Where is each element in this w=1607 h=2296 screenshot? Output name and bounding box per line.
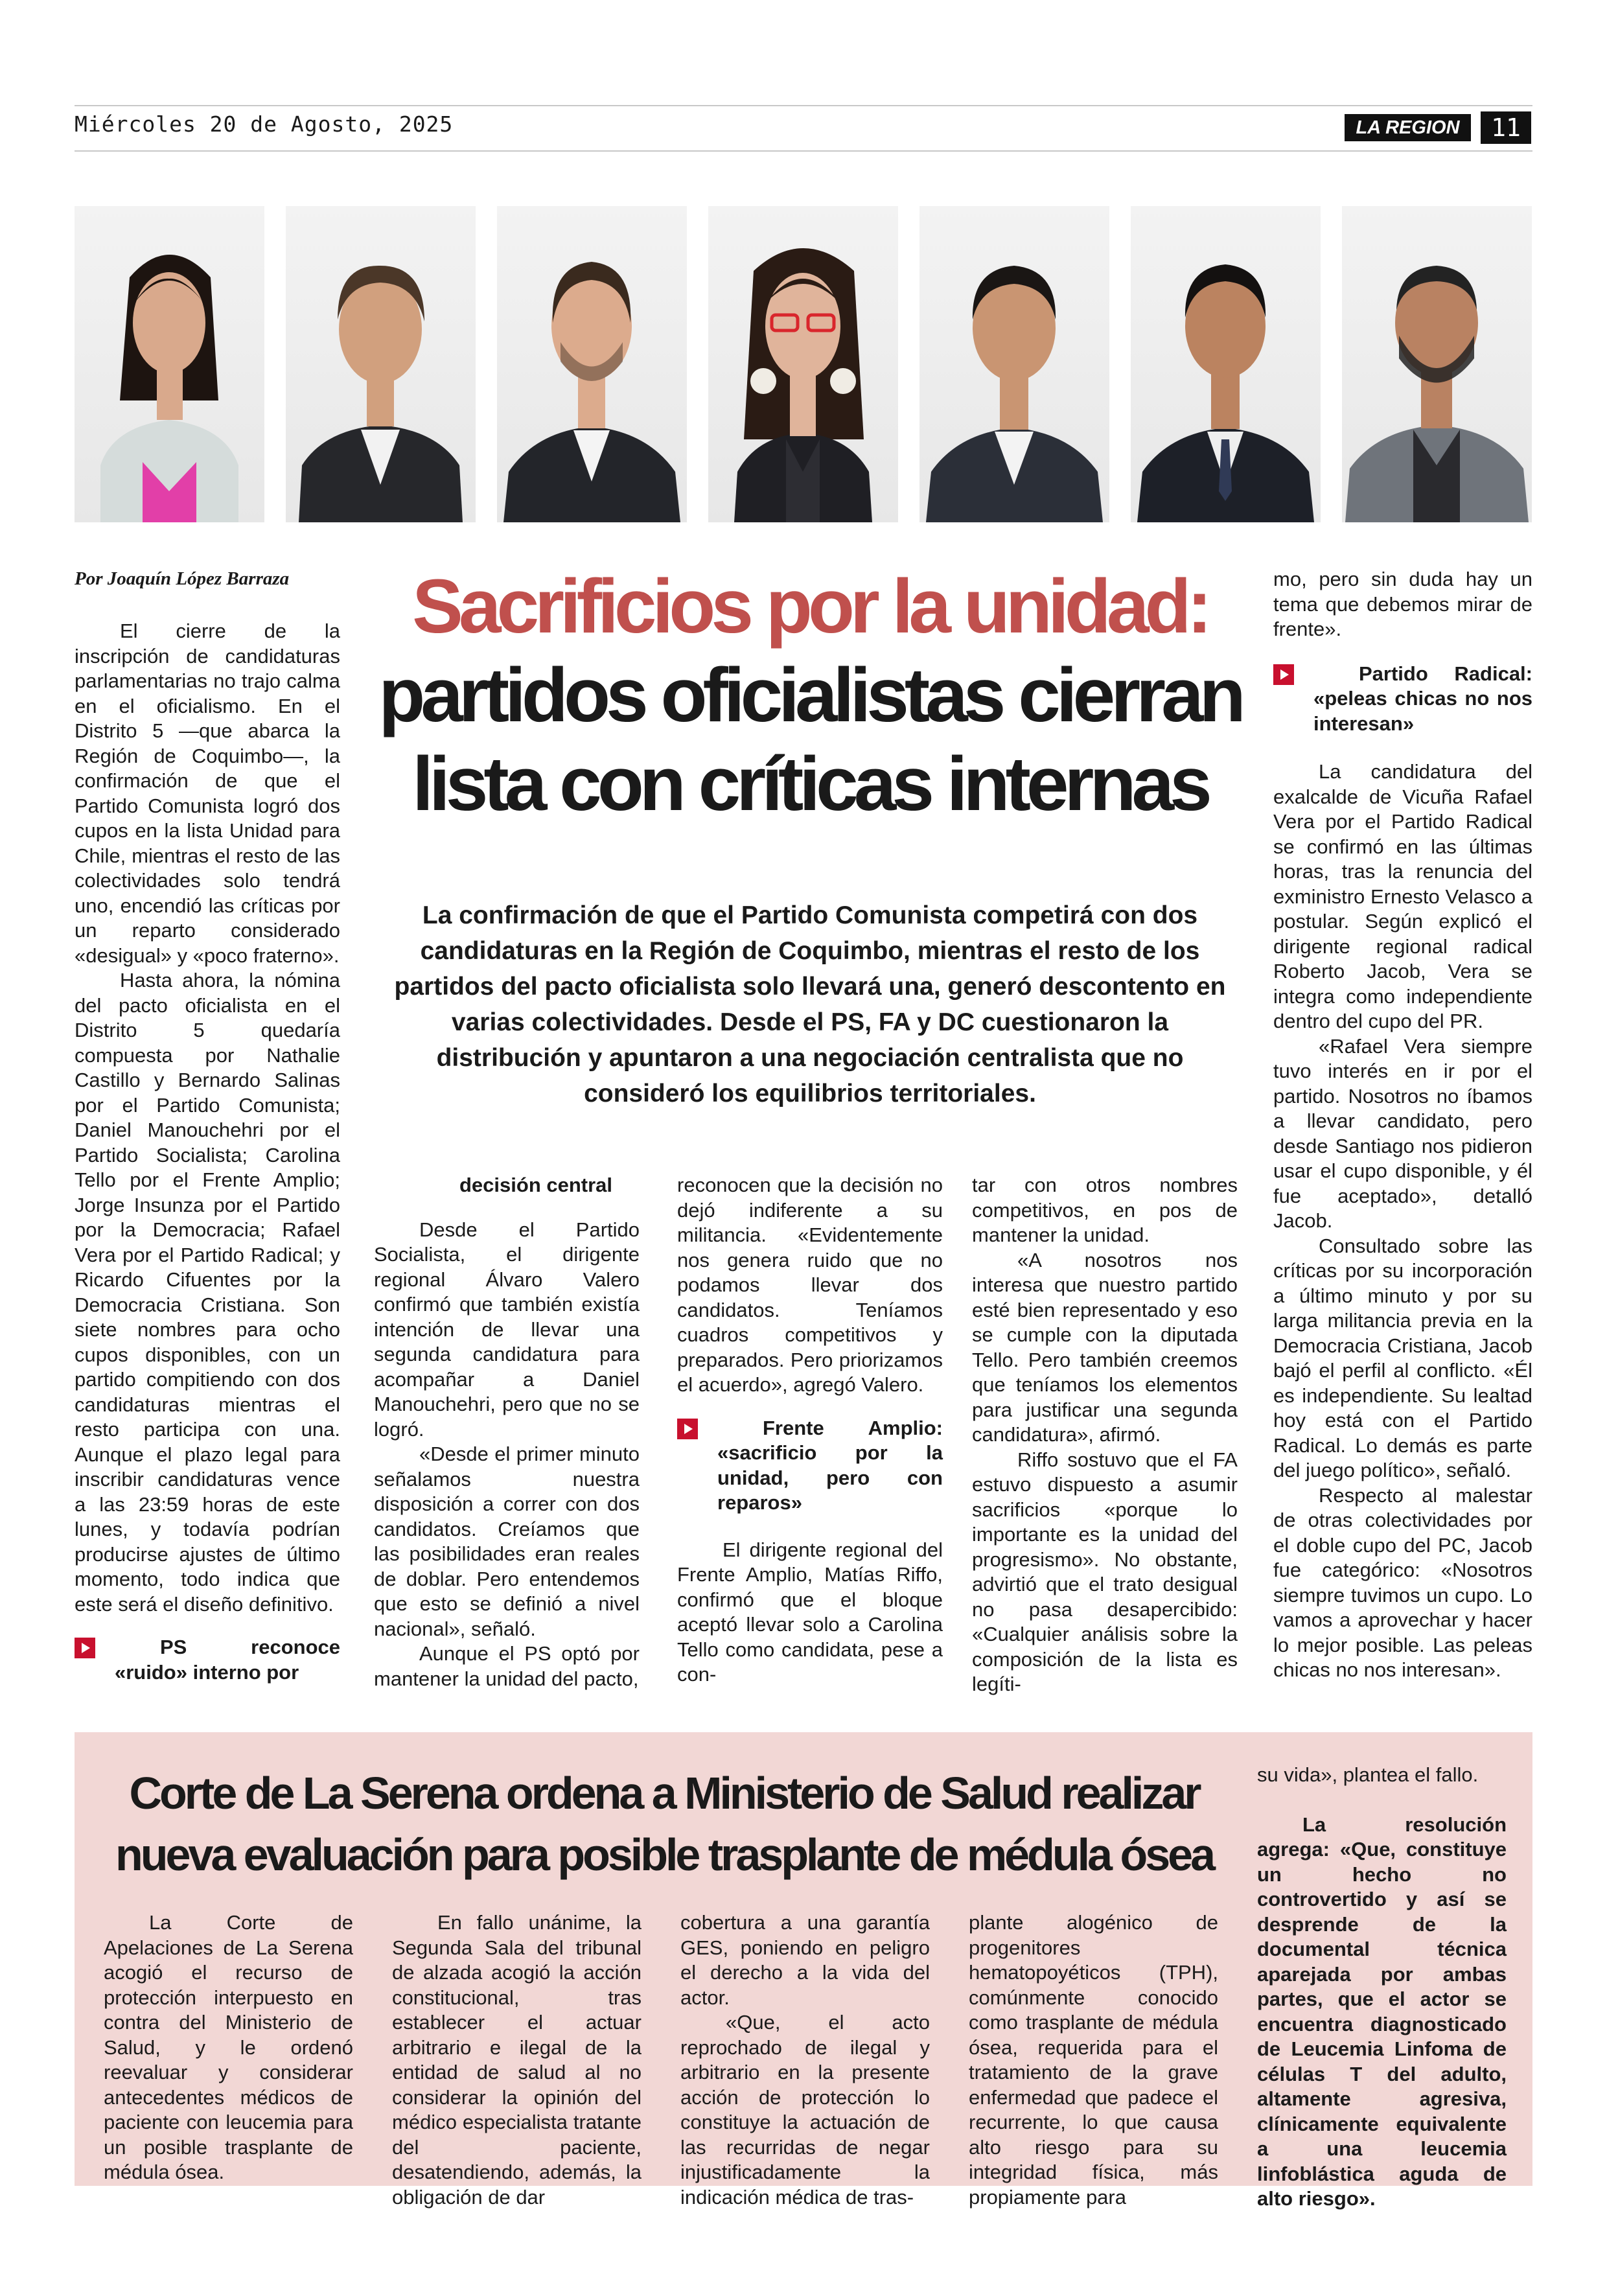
body-paragraph: Respecto al malestar de otras colectividades por el doble cupo del PC, Jacob fue categórico: «Nosotros siempre tuvimos un cupo. Lo vamos a aprovechar y hacer lo mejor posible. Las peleas chicas no nos interesan». <box>1273 1483 1532 1681</box>
candidate-photo <box>1342 206 1532 522</box>
body-paragraph: «A nosotros nos interesa que nuestro partido esté bien representado y eso se cumple con la diputada Tello. Pero también creemos que teníamos los elementos para justificar una segunda candidatura», afirmó. <box>972 1248 1238 1446</box>
body-paragraph: Riffo sostuvo que el FA estuvo dispuesto a asumir sacrificios «porque lo importante es la unidad del progresismo». No obstante, advirtió que el trato desigual no pasa desapercibido: «Cualquier análisis sobre la composición de la lista es legíti- <box>972 1448 1238 1695</box>
body-paragraph: Hasta ahora, la nómina del pacto oficialista en el Distrito 5 quedaría compuesta por Nathalie Castillo y Bernardo Salinas por el Partido Comunista; Daniel Manouchehri por el Partido Socialista; Carolina Tello por el Frente Amplio; Jorge Insunza por el Partido por la Democracia; Rafael Vera por el Partido Radical; y Ricardo Cifuentes por la Democracia Cristiana. Son siete nombres para ocho cupos disponibles, con un partido compitiendo con dos candidaturas mientras el resto participa con una. Aunque el plazo legal para inscribir candidaturas vence a las 23:59 horas de este lunes, y todavía podrían producirse ajustes de último momento, todo indica que este será el diseño definitivo. <box>75 969 340 1616</box>
candidate-photo <box>1131 206 1321 522</box>
article-column-4 <box>972 1173 1238 1697</box>
body-paragraph: cobertura a una garantía GES, poniendo en peligro el derecho a la vida del actor. <box>680 1911 930 2009</box>
secondary-column-5 <box>1257 1763 1507 2212</box>
secondary-column-2 <box>392 1910 642 2210</box>
portrait-man-3 <box>497 206 687 522</box>
article-column-1 <box>75 619 340 1685</box>
headline-line-3: lista con críticas internas <box>412 741 1208 827</box>
subheading: Frente Amplio: «sacrificio por la unidad, pero con reparos» <box>677 1416 943 1516</box>
headline-line-2: partidos oficialistas cierran <box>378 653 1242 738</box>
portrait-man-7 <box>1342 206 1532 522</box>
body-paragraph: En fallo unánime, la Segunda Sala del tribunal de alzada acogió la acción constitucional, tras establecer el actuar arbitrario e ilegal de la entidad de salud al no considerar la opinión del médico especialista tratante del paciente, desatendiendo, además, la obligación de dar <box>392 1911 642 2209</box>
body-paragraph: El cierre de la inscripción de candidaturas parlamentarias no trajo calma en el oficialismo. En el Distrito 5 —que abarca la Región de Coquimbo—, la confirmación de que el Partido Comunista logró dos cupos en la lista Unidad para Chile, mientras el resto de las colectividades solo tendrá uno, encendió las críticas por un reparto considerado «desigual» y «poco fraterno». <box>75 620 340 967</box>
body-paragraph: «Rafael Vera siempre tuvo interés en ir por el partido. Nosotros no íbamos a llevar candidato, pero desde Santiago nos pidieron usar el cupo disponible, y él fue aceptado», detalló Jacob. <box>1273 1034 1532 1232</box>
body-paragraph: Desde el Partido Socialista, el dirigente regional Álvaro Valero confirmó que también existía intención de llevar una segunda candidatura para acompañar a Daniel Manouchehri, pero que no se logró. <box>374 1218 640 1441</box>
body-paragraph: reconocen que la decisión no dejó indiferente a su militancia. «Evidentemente nos genera ruido que no podamos llevar dos candidatos. Teníamos cuadros competitivos y preparados. Pero priorizamos el acuerdo», agregó Valero. <box>677 1174 943 1396</box>
article-column-5 <box>1273 567 1532 1683</box>
portrait-woman-1 <box>75 206 264 522</box>
secondary-headline-line-1: Corte de La Serena ordena a Ministerio de Salud realizar <box>129 1768 1199 1818</box>
article-column-2 <box>374 1173 640 1691</box>
body-paragraph: Aunque el PS optó por mantener la unidad del pacto, <box>374 1642 640 1690</box>
body-paragraph: «Que, el acto reprochado de ilegal y arbitrario en la presente acción de protección lo constituye la actuación de las recurridas de negar injustificadamente la indicación médica de tras- <box>680 2011 930 2209</box>
subheading-continued: decisión central <box>459 1174 613 1196</box>
candidate-photo <box>497 206 687 522</box>
quoted-resolution: La resolución agrega: «Que, constituye un hecho no controvertido y así se desprende de la documental técnica aparejada por ambas partes, que el actor se encuentra diagnosticado de Leucemia Linfoma de células T del adulto, altamente agresiva, clínicamente equivalente a una leucemia linfoblástica aguda de alto riesgo». <box>1257 1813 1507 2210</box>
header-rule-top <box>75 105 1532 106</box>
subheading: PS reconoce «ruido» interno por <box>75 1635 340 1685</box>
main-headline <box>363 562 1257 829</box>
byline: Por Joaquín López Barraza <box>75 568 290 589</box>
body-paragraph: Consultado sobre las críticas por su incorporación a último minuto y por su larga militancia previa en la Democracia Cristiana, Jacob bajó el perfil al conflicto. «Él es independiente. Su lealtad hoy está con el Partido Radical. Lo demás es parte del juego político», señaló. <box>1273 1234 1532 1481</box>
play-triangle-icon <box>75 1638 95 1658</box>
issue-date: Miércoles 20 de Agosto, 2025 <box>75 111 454 137</box>
body-paragraph: mo, pero sin duda hay un tema que debemos mirar de frente». <box>1273 568 1532 640</box>
secondary-column-1 <box>104 1910 353 2185</box>
body-paragraph: El dirigente regional del Frente Amplio, Matías Riffo, confirmó que el bloque aceptó llevar solo a Carolina Tello como candidata, pese a con- <box>677 1538 943 1686</box>
article-column-3 <box>677 1173 943 1687</box>
portrait-woman-4 <box>708 206 898 522</box>
body-paragraph: La candidatura del exalcalde de Vicuña Rafael Vera por el Partido Radical se confirmó en las últimas horas, tras la renuncia del exministro Ernesto Velasco a postular. Según explicó el dirigente regional radical Roberto Jacob, Vera se integra como independiente dentro del cupo del PR. <box>1273 760 1532 1032</box>
play-triangle-icon <box>677 1419 698 1439</box>
candidate-photo <box>286 206 476 522</box>
portrait-man-6 <box>1131 206 1321 522</box>
headline-line-1: Sacrificios por la unidad: <box>412 564 1208 649</box>
secondary-column-4 <box>969 1910 1218 2210</box>
body-paragraph: plante alogénico de progenitores hematopoyéticos (TPH), comúnmente conocido como trasplante de médula ósea, requerida para el tratamiento de la grave enfermedad que padece el recurrente, lo que causa alto riesgo para su integridad física, más propiamente para <box>969 1911 1218 2209</box>
candidate-photo <box>708 206 898 522</box>
page-number: 11 <box>1481 111 1531 144</box>
body-paragraph: su vida», plantea el fallo. <box>1257 1763 1479 1786</box>
subheading: Partido Radical: «peleas chicas no nos interesan» <box>1273 662 1532 737</box>
candidate-photo <box>919 206 1109 522</box>
lead-paragraph: La confirmación de que el Partido Comunista competirá con dos candidaturas en la Región de Coquimbo, mientras el resto de los partidos del pacto oficialista solo llevará una, generó descontento en varias colectividades. Desde el PS, FA y DC cuestionaron la distribución y apuntaron a una negociación centralista que no consideró los equilibrios territoriales. <box>394 901 1226 1107</box>
secondary-headline <box>97 1763 1231 1886</box>
body-paragraph: La Corte de Apelaciones de La Serena acogió el recurso de protección interpuesto en contra del Ministerio de Salud, y le ordenó reevaluar y considerar antecedentes médicos de paciente con leucemia para un posible trasplante de médula ósea. <box>104 1911 353 2183</box>
secondary-column-3 <box>680 1910 930 2210</box>
portrait-man-2 <box>286 206 476 522</box>
secondary-headline-line-2: nueva evaluación para posible trasplante de médula ósea <box>115 1829 1214 1880</box>
candidate-photo <box>75 206 264 522</box>
portrait-man-5 <box>919 206 1109 522</box>
body-paragraph: «Desde el primer minuto señalamos nuestra disposición a correr con dos candidatos. Creíamos que las posibilidades eran reales de doblar. Pero entendemos que esto se definió a nivel nacional», señaló. <box>374 1443 640 1640</box>
play-triangle-icon <box>1273 664 1294 685</box>
body-paragraph: tar con otros nombres competitivos, en pos de mantener la unidad. <box>972 1174 1238 1246</box>
header-rule-bottom <box>75 150 1532 152</box>
newspaper-logo: LA REGION <box>1345 114 1471 141</box>
